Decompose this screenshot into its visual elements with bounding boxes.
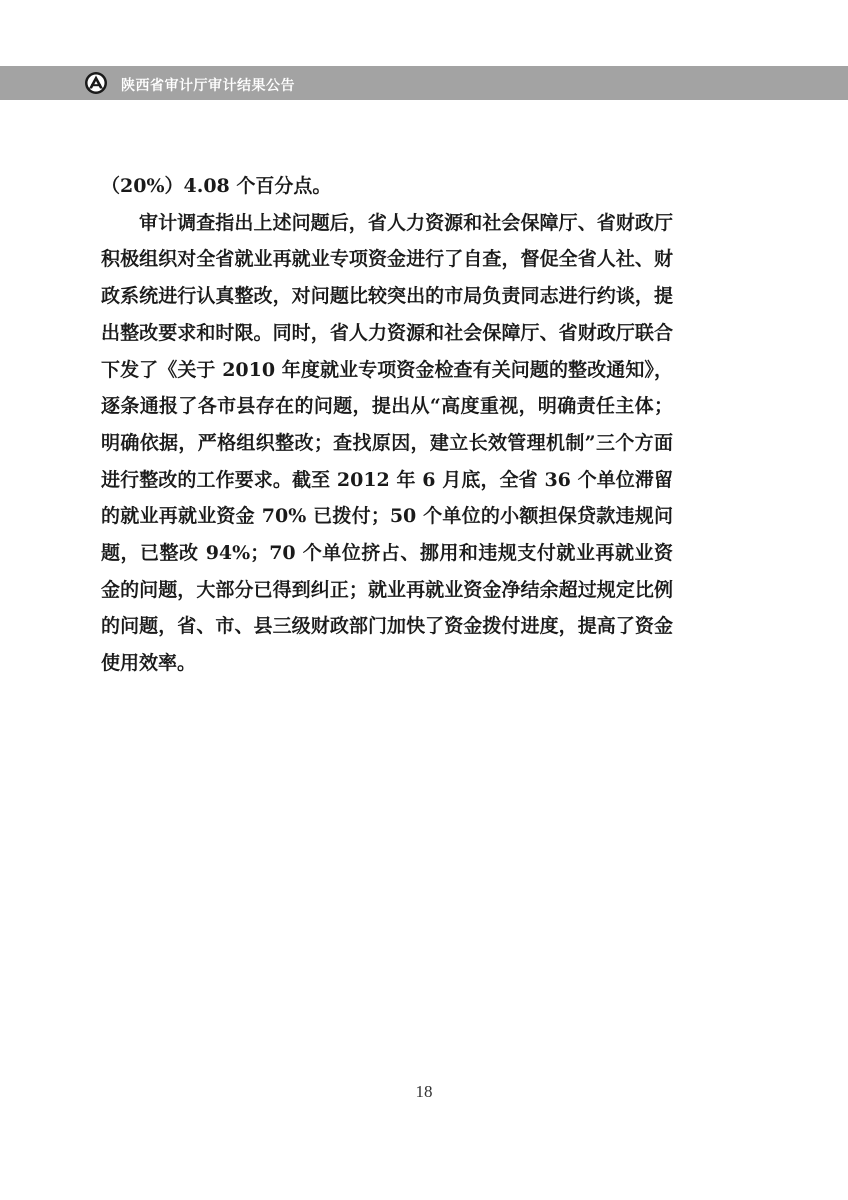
audit-logo-icon xyxy=(84,71,108,95)
page-number: 18 xyxy=(415,1082,433,1101)
main-content xyxy=(101,168,673,682)
header-title: 陕西省审计厅审计结果公告 xyxy=(121,78,295,94)
paragraph: （20%）4.08 个百分点。 xyxy=(101,175,332,197)
paragraph: 审计调查指出上述问题后，省人力资源和社会保障厅、省财政厅积极组织对全省就业再就业专项资金进行了自查，督促全省人社、财政系统进行认真整改，对问题比较突出的市局负责同志进行约谈，提出整改要求和时限。同时，省人力资源和社会保障厅、省财政厅联合下发了《关于 2010 年度就业专项资金检查有关问题的整改通知》，逐条通报了各市县存在的问题，提出从“高度重视，明确责任主体；明确依据，严格组织整改；查找原因，建立长效管理机制”三个方面进行整改的工作要求。截至 2012 年 6 月底，全省 36 个单位滞留的就业再就业资金 70% 已拨付；50 个单位的小额担保贷款违规问题，已整改 94%；70 个单位挤占、挪用和违规支付就业再就业资金的问题，大部分已得到纠正；就业再就业资金净结余超过规定比例的问题，省、市、县三级财政部门加快了资金拨付进度，提高了资金使用效率。 xyxy=(101,211,673,675)
